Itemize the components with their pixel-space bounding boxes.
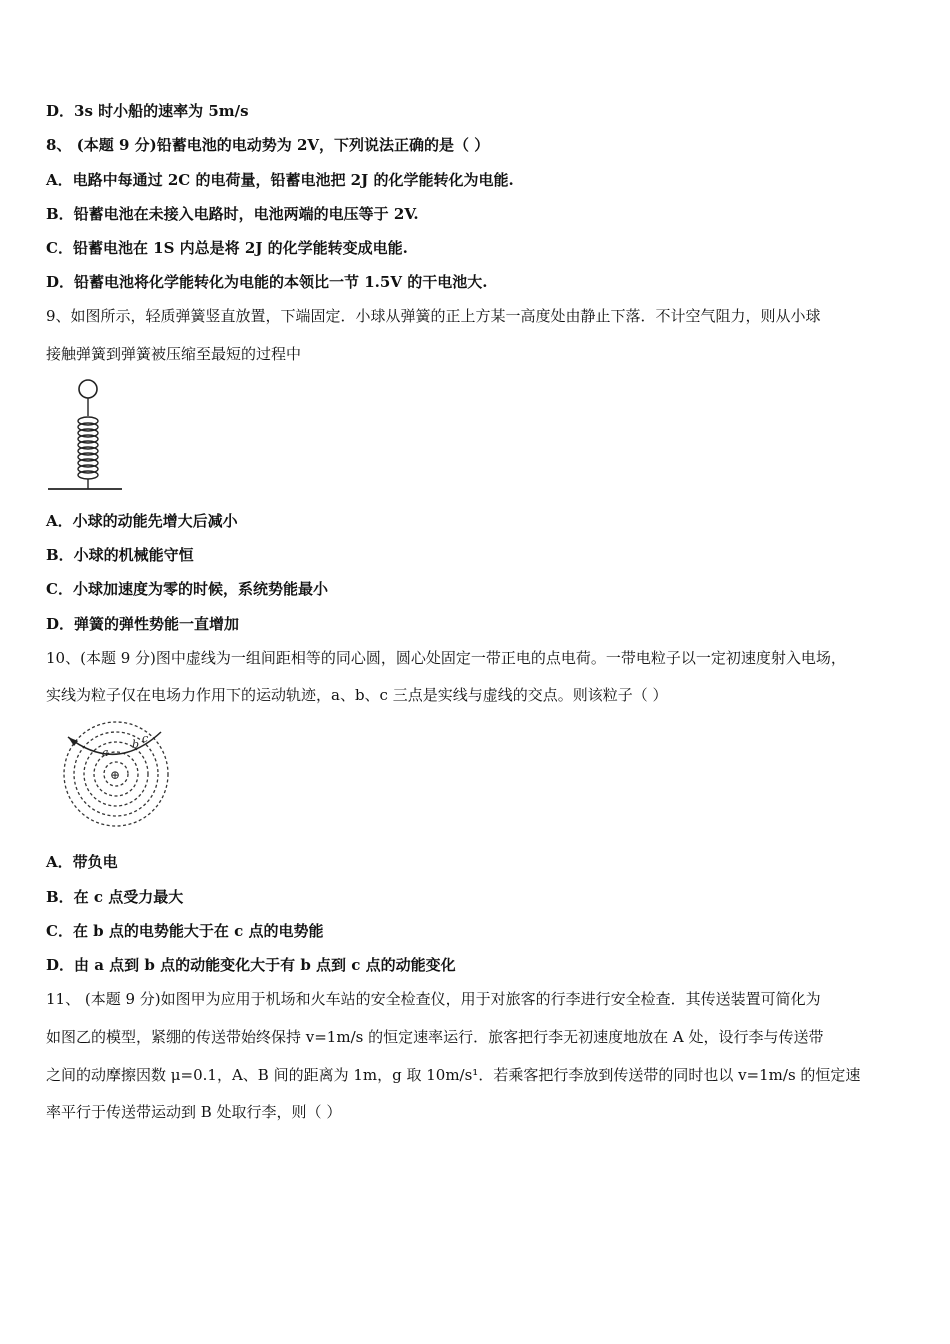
spring-coil bbox=[78, 417, 98, 479]
q10-option-a: A．带负电 bbox=[46, 853, 118, 871]
spring-ball-figure bbox=[46, 376, 126, 494]
q8-option-b: B．铅蓄电池在未接入电路时，电池两端的电压等于 2V. bbox=[46, 205, 419, 223]
point-b-label: b bbox=[132, 738, 140, 751]
point-a-label: a bbox=[102, 746, 109, 759]
q9-option-b: B．小球的机械能守恒 bbox=[46, 546, 194, 564]
q11-stem-line3: 之间的动摩擦因数 μ=0.1，A、B 间的距离为 1m，g 取 10m/s¹．若乘客把行李放到传送带的同时也以 v=1m/s 的恒定速 bbox=[46, 1066, 861, 1084]
ball-shape bbox=[79, 380, 97, 398]
q10-stem-line2: 实线为粒子仅在电场力作用下的运动轨迹，a、b、c 三点是实线与虚线的交点。则该粒子（ ） bbox=[46, 686, 668, 704]
q9-option-a: A．小球的动能先增大后减小 bbox=[46, 512, 238, 530]
q8-option-d: D．铅蓄电池将化学能转化为电能的本领比一节 1.5V 的干电池大. bbox=[46, 273, 488, 291]
q7-option-d: D．3s 时小船的速率为 5m/s bbox=[46, 102, 249, 120]
q11-stem-line4: 率平行于传送带运动到 B 处取行李，则（ ） bbox=[46, 1103, 342, 1121]
q9-stem-line1: 9、如图所示，轻质弹簧竖直放置，下端固定．小球从弹簧的正上方某一高度处由静止下落．不计空气阻力，则从小球 bbox=[46, 307, 821, 325]
q10-option-b: B．在 c 点受力最大 bbox=[46, 888, 184, 906]
concentric-circles-figure bbox=[46, 712, 188, 836]
q9-option-d: D．弹簧的弹性势能一直增加 bbox=[46, 615, 240, 633]
q11-stem-line1: 11、 (本题 9 分)如图甲为应用于机场和火车站的安全检查仪，用于对旅客的行李进行安全检查．其传送装置可简化为 bbox=[46, 990, 821, 1008]
q10-option-c: C．在 b 点的电势能大于在 c 点的电势能 bbox=[46, 922, 324, 940]
q9-stem-line2: 接触弹簧到弹簧被压缩至最短的过程中 bbox=[46, 345, 302, 363]
point-c-label: c bbox=[142, 732, 149, 745]
positive-charge-icon: ⊕ bbox=[110, 768, 121, 782]
q9-option-c: C．小球加速度为零的时候，系统势能最小 bbox=[46, 580, 328, 598]
q11-stem-line2: 如图乙的模型，紧绷的传送带始终保持 v=1m/s 的恒定速率运行．旅客把行李无初速度地放在 A 处，设行李与传送带 bbox=[46, 1028, 824, 1046]
q8-option-a: A．电路中每通过 2C 的电荷量，铅蓄电池把 2J 的化学能转化为电能. bbox=[46, 171, 514, 189]
q10-option-d: D．由 a 点到 b 点的动能变化大于有 b 点到 c 点的动能变化 bbox=[46, 956, 456, 974]
q8-stem: 8、 (本题 9 分)铅蓄电池的电动势为 2V，下列说法正确的是（ ） bbox=[46, 136, 490, 154]
q10-stem-line1: 10、(本题 9 分)图中虚线为一组间距相等的同心圆，圆心处固定一带正电的点电荷。一带电粒子以一定初速度射入电场， bbox=[46, 649, 846, 667]
q8-option-c: C．铅蓄电池在 1S 内总是将 2J 的化学能转变成电能. bbox=[46, 239, 408, 257]
